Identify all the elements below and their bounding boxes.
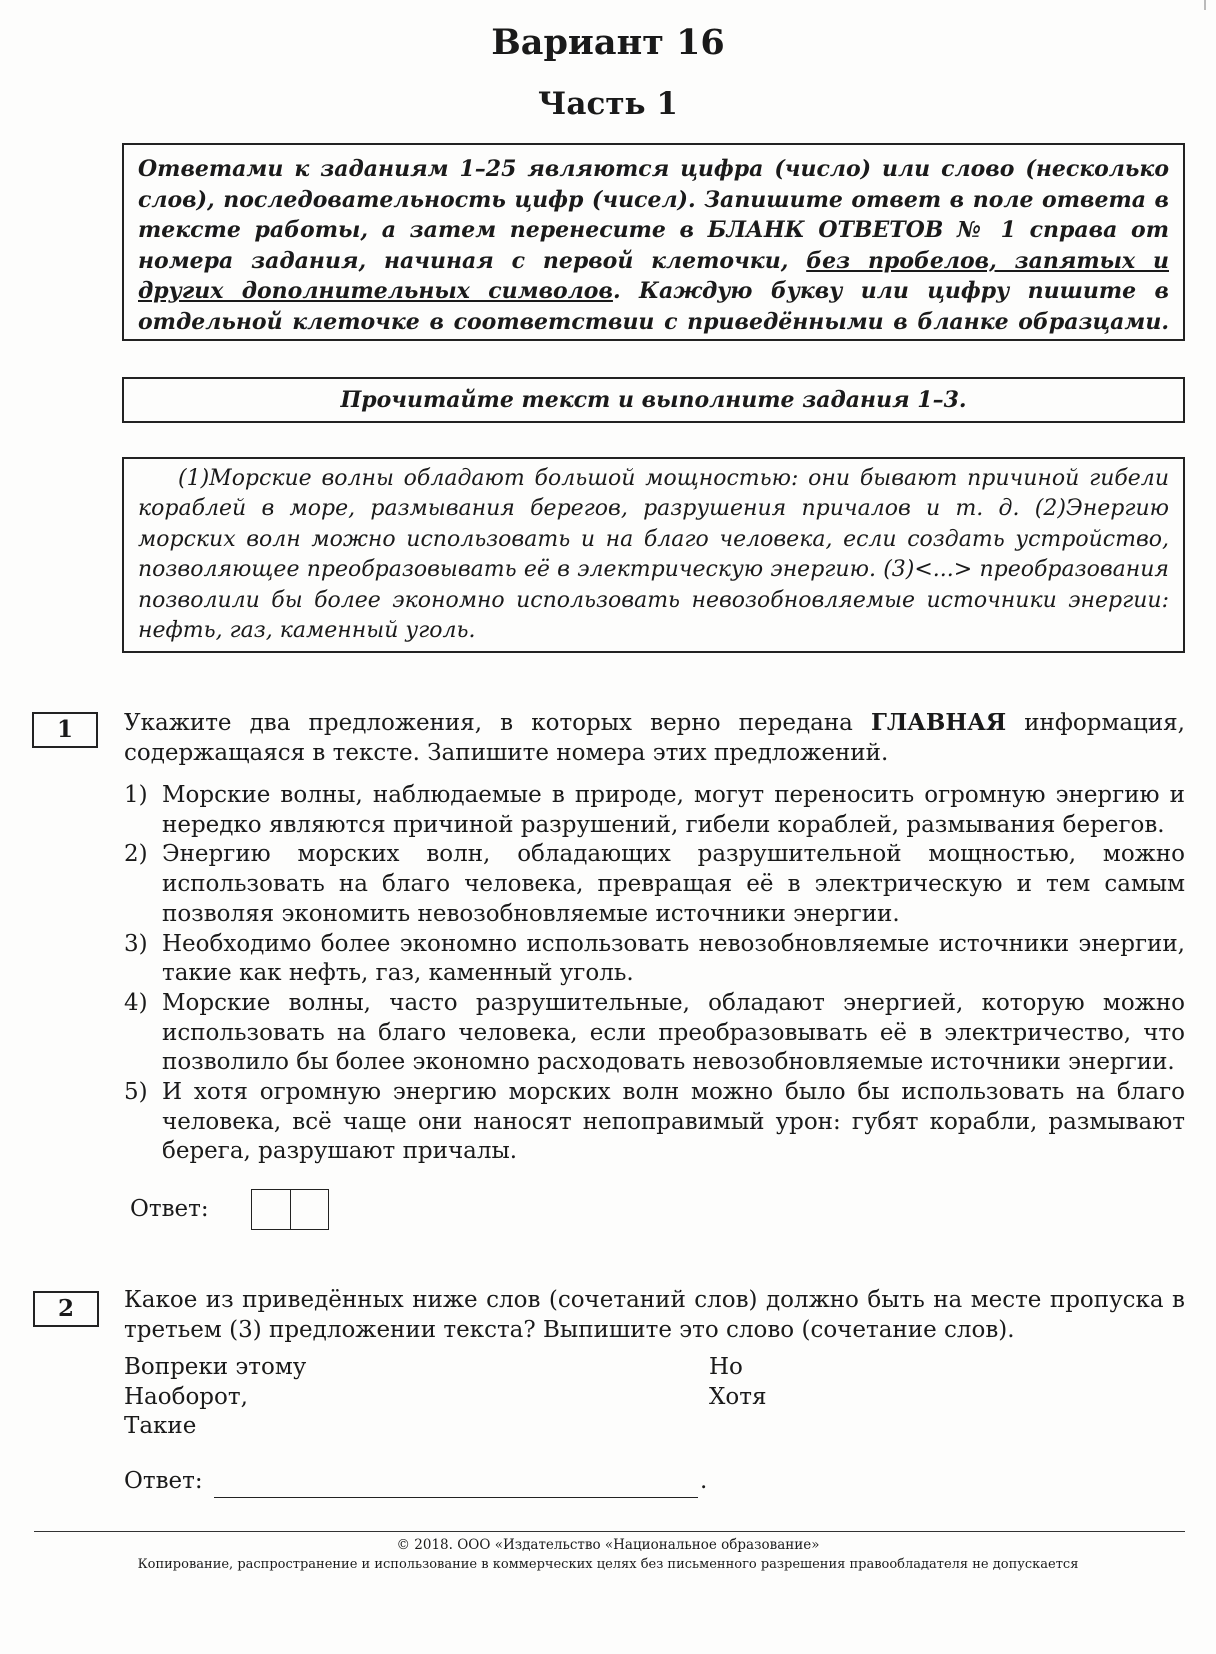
task-1-answer-label: Ответ:	[130, 1196, 209, 1222]
instructions-text	[138, 154, 1169, 337]
task-1-option	[124, 989, 1185, 1078]
task-1-answer-cells	[251, 1189, 329, 1230]
instructions-box	[122, 143, 1185, 341]
task-2-answer-line[interactable]	[214, 1497, 698, 1498]
task-1-number: 1	[32, 712, 98, 748]
instructions-part2: . Каждую букву или цифру пишите в отдельной клеточке в соответствии с приведёнными в бланке образцами.	[138, 278, 1169, 335]
footer-copyright: © 2018. ООО «Издательство «Национальное образование»	[396, 1537, 820, 1553]
instructions-part1: Ответами к заданиям 1–25 являются цифра (число) или слово (несколько слов), последовательность цифр (чисел). Запишите ответ в поле ответа в тексте работы, а затем перенесите в БЛАНК ОТВЕТОВ № 1 справа от номера задания, начиная с первой клеточки,	[138, 156, 1169, 274]
read-task-box: Прочитайте текст и выполните задания 1–3.	[122, 377, 1185, 423]
task-2-words-left	[124, 1353, 306, 1442]
task-1-option	[124, 1078, 1185, 1167]
answer-cell[interactable]	[290, 1190, 328, 1229]
instructions-underlined: без пробелов, запятых и других дополнительных символов	[138, 247, 1169, 304]
option-number: 1)	[124, 782, 148, 808]
task-1-text-before: Укажите два предложения, в которых верно передана	[124, 710, 871, 736]
word-option: Хотя	[709, 1383, 767, 1410]
task-1-text-after: информация, содержащаяся в тексте. Запишите номера этих предложений.	[124, 710, 1185, 766]
task-1-options	[124, 781, 1185, 1167]
word-option: Вопреки этому	[124, 1354, 307, 1380]
task-2-answer-label: Ответ:	[124, 1468, 203, 1494]
task-1-option	[124, 840, 1185, 929]
task-2-words-right	[709, 1353, 766, 1412]
word-option: Наоборот,	[124, 1383, 248, 1410]
footer-divider	[34, 1531, 1185, 1532]
option-number: 3)	[124, 930, 148, 957]
task-1-question	[124, 708, 1185, 768]
task-2-answer-period: .	[700, 1468, 708, 1494]
answer-cell[interactable]	[252, 1190, 290, 1229]
option-text: И хотя огромную энергию морских волн можно было бы использовать на благо человека, всё чаще они наносят непоправимый урон: губят корабли, размывают берега, разрушают причалы.	[162, 1079, 1185, 1165]
task-2-question: Какое из приведённых ниже слов (сочетаний слов) должно быть на месте пропуска в третьем (3) предложении текста? Выпишите это слово (сочетание слов).	[124, 1287, 1185, 1343]
scan-mark	[1204, 0, 1206, 10]
option-text: Морские волны, наблюдаемые в природе, могут переносить огромную энергию и нередко являются причиной разрушений, гибели кораблей, размывания берегов.	[162, 782, 1185, 838]
option-number: 5)	[124, 1079, 148, 1106]
passage-box	[122, 457, 1185, 653]
option-text: Морские волны, часто разрушительные, обладают энергией, которую можно использовать на благо человека, если преобразовывать её в электричество, что позволило бы более экономно расходовать невозобновляемые источники энергии.	[162, 989, 1185, 1076]
word-option: Но	[709, 1354, 743, 1380]
task-1-text-bold: ГЛАВНАЯ	[870, 709, 1007, 736]
option-number: 4)	[124, 989, 148, 1016]
option-number: 2)	[124, 841, 148, 868]
word-option: Такие	[124, 1413, 197, 1439]
task-1-option	[124, 781, 1185, 840]
passage-text: (1)Морские волны обладают большой мощностью: они бывают причиной гибели кораблей в море, размывания берегов, разрушения причалов и т. д. (2)Энергию морских волн можно использовать и на благо человека, если создать устройство, позволяющее преобразовывать её в электрическую энергию. (3)<...> преобразования позволили бы более экономно использовать невозобновляемые источники энергии: нефть, газ, каменный уголь.	[138, 466, 1169, 644]
option-text: Энергию морских волн, обладающих разрушительной мощностью, можно использовать на благо человека, превращая её в электрическую и тем самым позволяя экономить невозобновляемые источники энергии.	[162, 841, 1185, 927]
part-title: Часть 1	[538, 86, 678, 122]
variant-title: Вариант 16	[491, 22, 725, 63]
footer-notice: Копирование, распространение и использование в коммерческих целях без письменного разрешения правообладателя не допускается	[137, 1557, 1079, 1572]
task-2-number: 2	[33, 1291, 99, 1327]
option-text: Необходимо более экономно использовать невозобновляемые источники энергии, такие как нефть, газ, каменный уголь.	[162, 930, 1185, 987]
task-1-option	[124, 930, 1185, 989]
